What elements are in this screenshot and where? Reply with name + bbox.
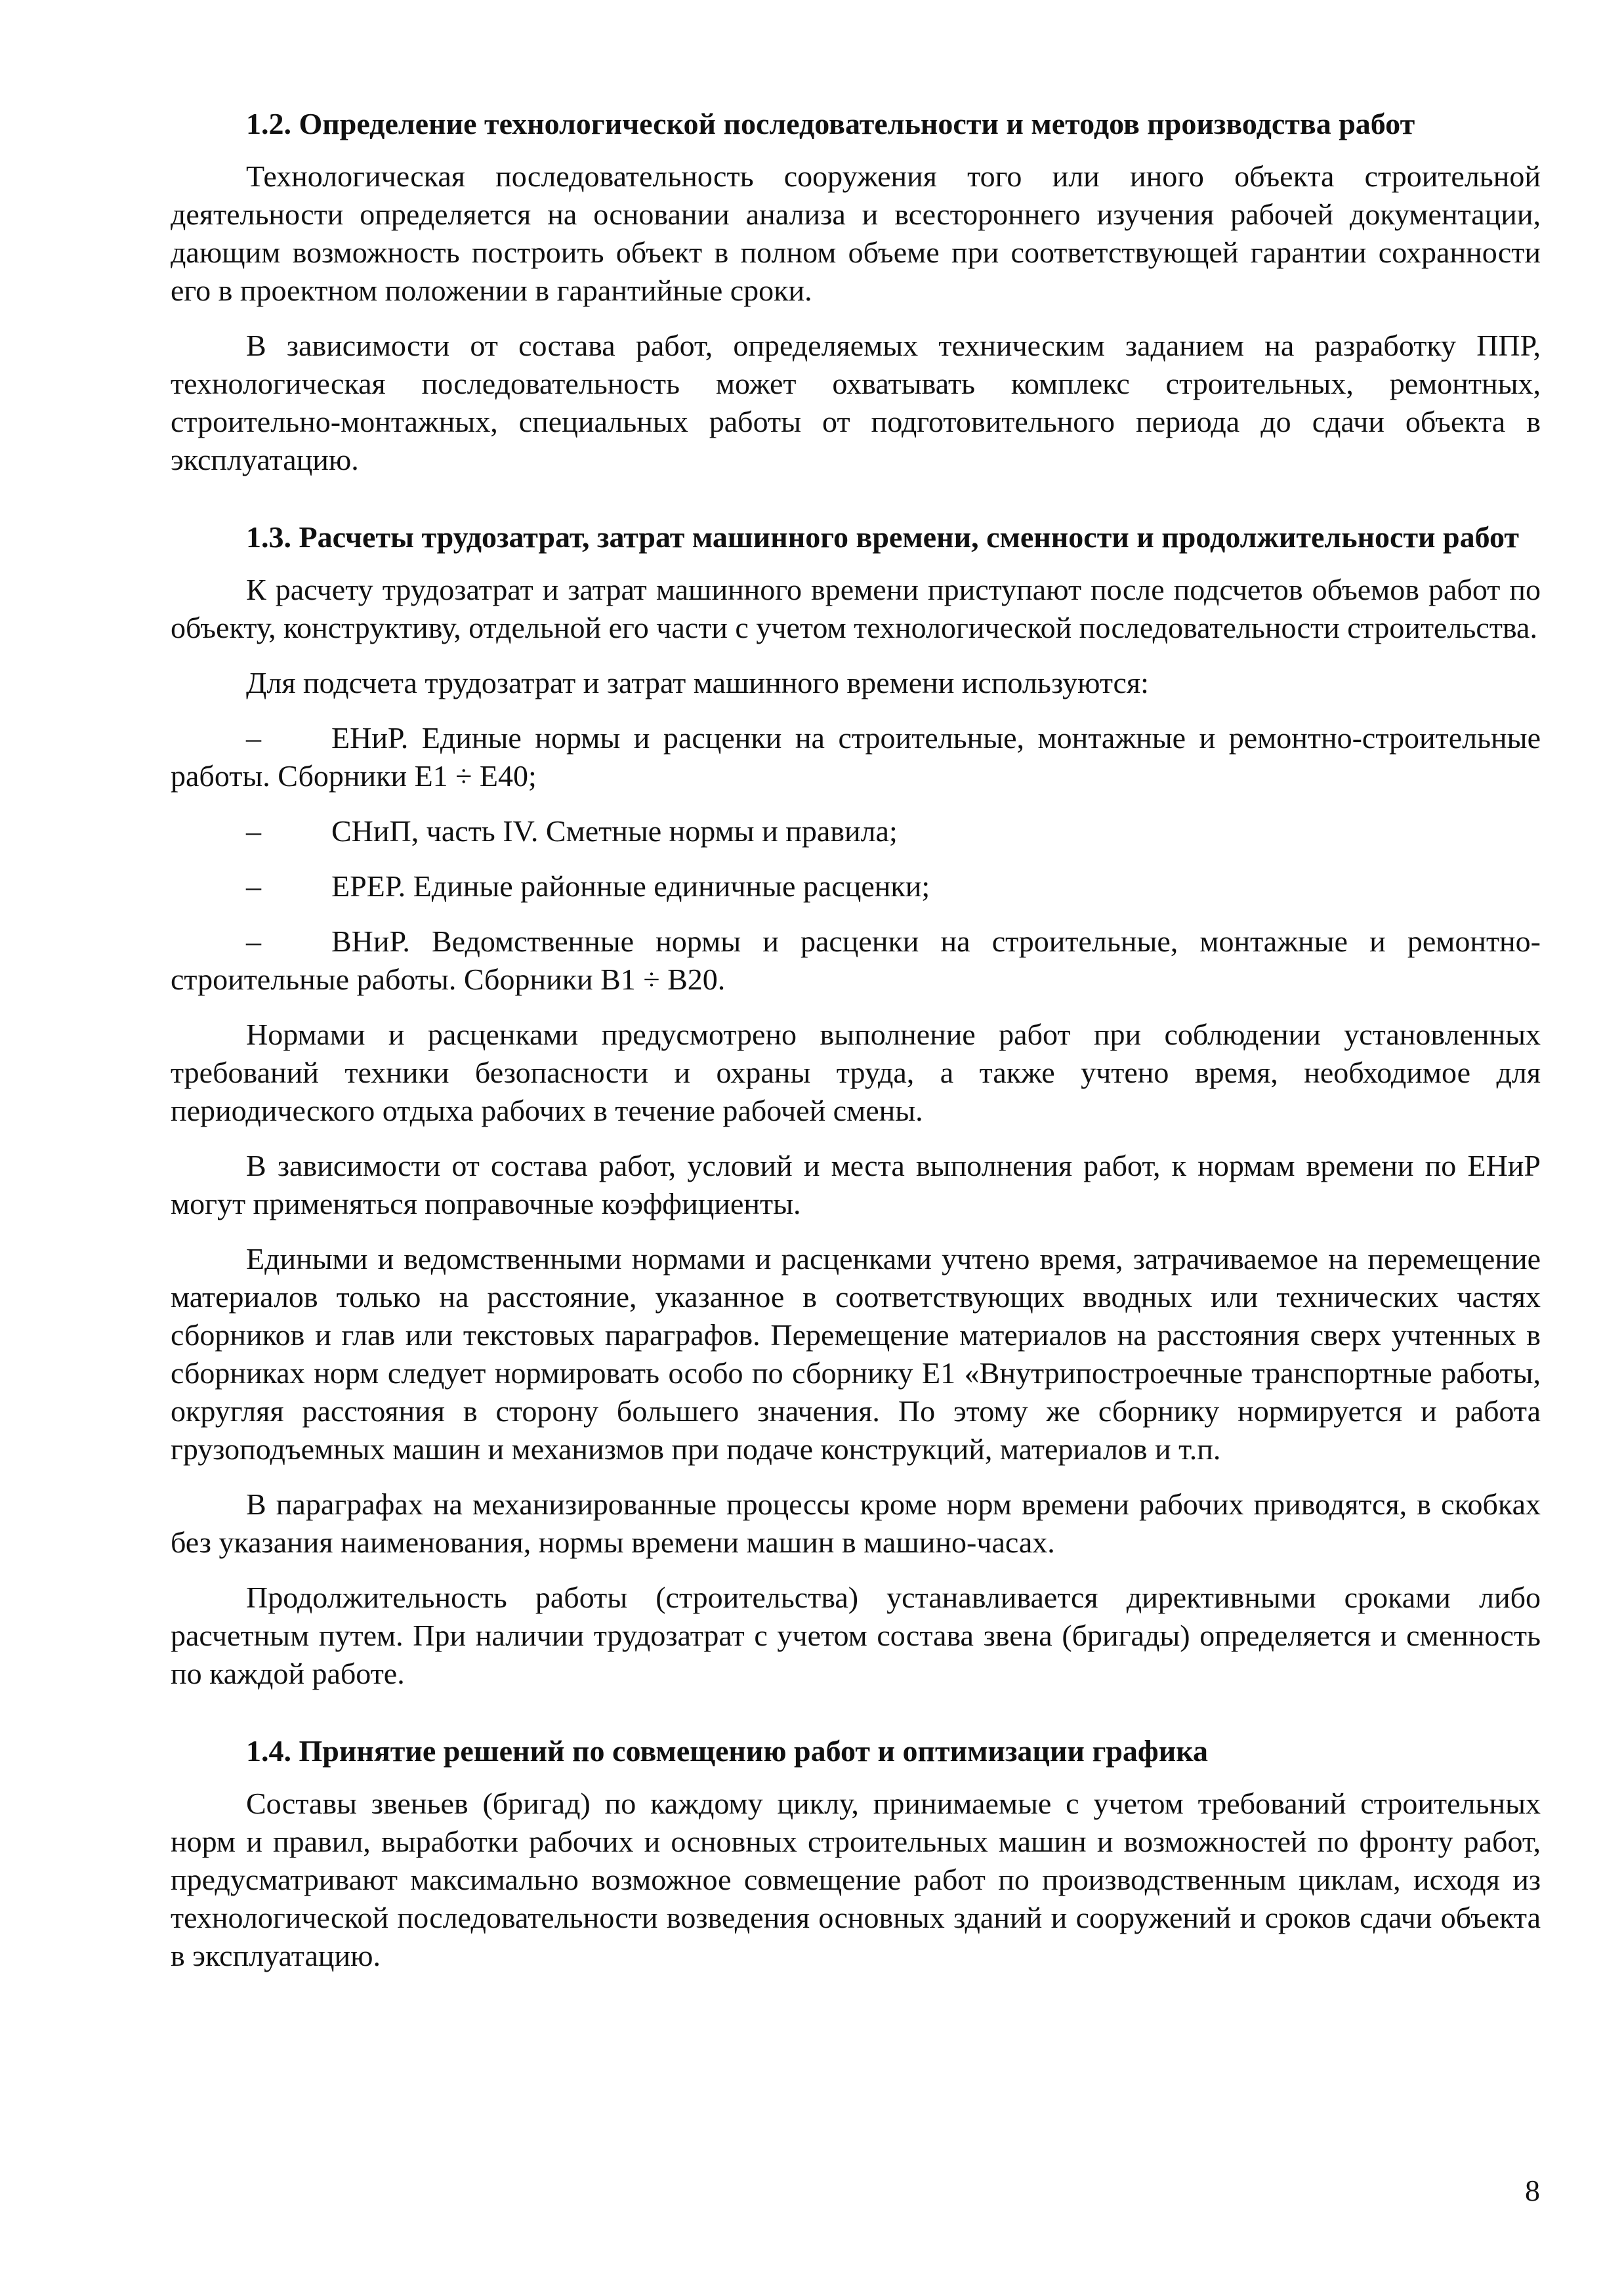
section-1-3-paragraph-1: Нормами и расценками предусмотрено выполнение работ при соблюдении установленных требований техники безопасности и охраны труда, а также учтено время, необходимое для периодического отдыха рабочих в течение рабочей смены. <box>171 1018 1541 1127</box>
section-1-3-paragraph-5: Продолжительность работы (строительства) устанавливается директивными сроками либо расчетным путем. При наличии трудозатрат с учетом состава звена (бригады) определяется и сменность по каждой работе. <box>171 1581 1541 1690</box>
section-1-3-paragraph-4: В параграфах на механизированные процессы кроме норм времени рабочих приводятся, в скобках без указания наименования, нормы времени машин в машино-часах. <box>171 1487 1541 1559</box>
section-1-3-heading: 1.3. Расчеты трудозатрат, затрат машинного времени, сменности и продолжительности работ <box>246 520 1520 554</box>
list-item-text: ВНиР. Ведомственные нормы и расценки на строительные, монтажные и ремонтно-строительные работы. Сборники В1 ÷ В20. <box>171 924 1541 996</box>
section-1-2-paragraph-1: Технологическая последовательность сооружения того или иного объекта строительной деятельности определяется на основании анализа и всестороннего изучения рабочей документации, дающим возможность построить объект в полном объеме при соответствующей гарантии сохранности его в проектном положении в гарантийные сроки. <box>171 159 1541 307</box>
list-item-text: ЕРЕР. Единые районные единичные расценки; <box>331 869 930 903</box>
page-number: 8 <box>1525 2174 1540 2207</box>
list-dash: – <box>246 721 261 755</box>
list-item-text: СНиП, часть IV. Сметные нормы и правила; <box>331 814 898 848</box>
list-item-enir <box>171 719 1541 795</box>
section-1-3-paragraph-2: В зависимости от состава работ, условий и места выполнения работ, к нормам времени по ЕНиР могут применяться поправочные коэффициенты. <box>171 1149 1541 1220</box>
list-item-text: ЕНиР. Единые нормы и расценки на строительные, монтажные и ремонтно-строительные работы. Сборники Е1 ÷ Е40; <box>171 721 1541 793</box>
document-page <box>171 105 1541 1992</box>
section-1-4-heading: 1.4. Принятие решений по совмещению работ и оптимизации графика <box>246 1734 1209 1768</box>
list-dash: – <box>246 924 261 958</box>
section-1-4-paragraph-1: Составы звеньев (бригад) по каждому циклу, принимаемые с учетом требований строительных норм и правил, выработки рабочих и основных строительных машин и возможностей по фронту работ, предусматривают максимально возможное совмещение работ по производственным циклам, исходя из технологической последовательности возведения основных зданий и сооружений и сроков сдачи объекта в эксплуатацию. <box>171 1787 1541 1972</box>
list-item-snip <box>171 812 1541 850</box>
list-dash: – <box>246 869 261 903</box>
list-item-erer <box>171 867 1541 905</box>
section-1-2-paragraph-2: В зависимости от состава работ, определяемых техническим заданием на разработку ППР, технологическая последовательность может охватывать комплекс строительных, ремонтных, строительно-монтажных, специальных работы от подготовительного периода до сдачи объекта в эксплуатацию. <box>171 329 1541 476</box>
section-1-3-paragraph-3: Едиными и ведомственными нормами и расценками учтено время, затрачиваемое на перемещение материалов только на расстояние, указанное в соответствующих вводных или технических частях сборников и глав или текстовых параграфов. Перемещение материалов на расстояния сверх учтенных в сборниках норм следует нормировать особо по сборнику Е1 «Внутрипостроечные транспортные работы, округляя расстояния в сторону большего значения. По этому же сборнику нормируется и работа грузоподъемных машин и механизмов при подаче конструкций, материалов и т.п. <box>171 1242 1541 1466</box>
section-1-2-heading: 1.2. Определение технологической последовательности и методов производства работ <box>246 107 1415 140</box>
section-1-3-list-intro: Для подсчета трудозатрат и затрат машинного времени используются: <box>246 666 1149 699</box>
list-item-vnir <box>171 923 1541 999</box>
section-1-3-intro: К расчету трудозатрат и затрат машинного времени приступают после подсчетов объемов работ по объекту, конструктиву, отдельной его части с учетом технологической последовательности строительства. <box>171 573 1541 644</box>
list-dash: – <box>246 814 261 848</box>
